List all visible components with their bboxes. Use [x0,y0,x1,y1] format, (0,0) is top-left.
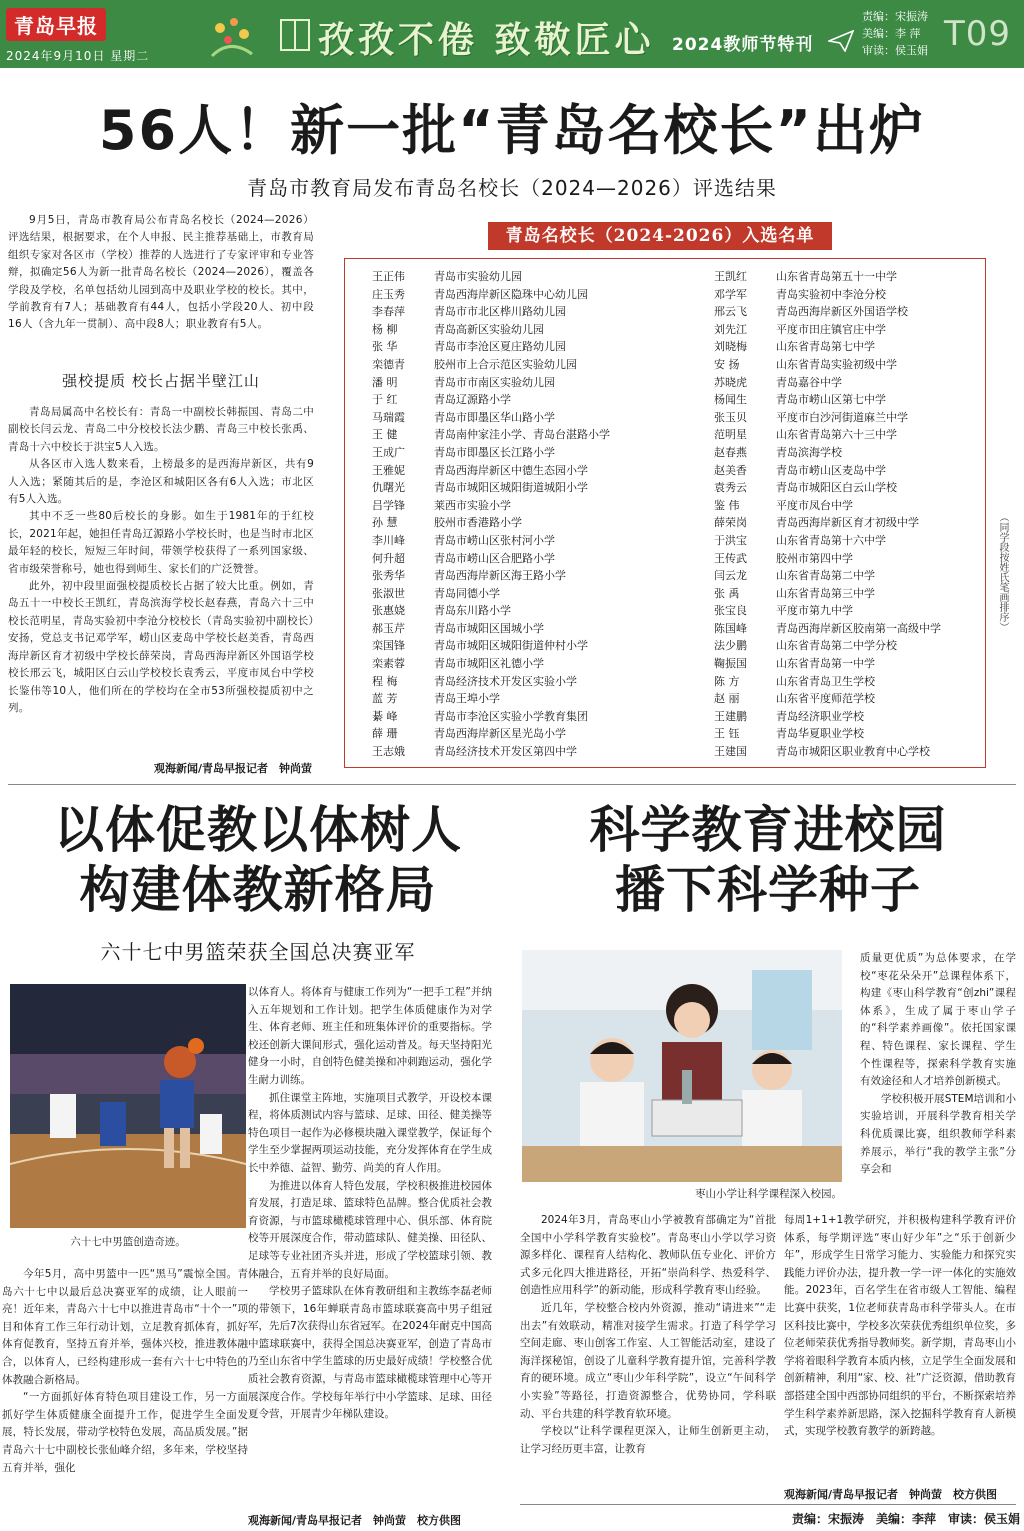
school-name: 胶州市上合示范区实验幼儿园 [434,357,577,371]
list-row [372,374,610,392]
principal-name: 杨闻生 [714,393,747,407]
masthead-editors [862,8,928,59]
list-row [714,585,941,603]
sports-body-col1 [2,1266,248,1477]
school-name: 青岛市即墨区华山路小学 [434,410,555,424]
paragraph: 以体育人。将体育与健康工作列为“一把手工程”并纳入五年规划和工作计划。把学生体质健康作为对学生、体育老师、班主任和班集体评价的重要指标。学校还创新大课间形式，强化运动普及。每天坚持阳光健身一小时，自创特色健美操和冲刺跑运动，强化学生耐力训练。 [248,986,492,1086]
principal-name: 李川峰 [372,533,405,547]
principal-name: 王建国 [714,745,747,759]
school-name: 青岛西海岸新区育才初级中学 [776,516,919,530]
list-row [372,743,610,761]
list-row [372,497,610,515]
list-row [372,321,610,339]
principal-name: 吕学锋 [372,498,405,512]
principal-name: 李春萍 [372,305,405,319]
principal-name: 郝玉芹 [372,621,405,635]
list-row [714,690,941,708]
list-row [714,426,941,444]
school-name: 山东省青岛第二中学分校 [776,639,897,653]
list-row [714,356,941,374]
school-name: 山东省青岛卫生学校 [776,674,875,688]
school-name: 青岛市城阳区白云山学校 [776,481,897,495]
page-number: T09 [944,14,1012,54]
list-row [714,303,941,321]
school-name: 青岛市即墨区长江路小学 [434,445,555,459]
paragraph: 为推进以体育人特色发展，学校积极推进校园体育发展，打造足球、篮球特色品牌。整合优质社会教育资源，与市篮球橄榄球管理中心、俱乐部、体育院校等开展深度合作，带动篮球队、健美操、田径队、足球等专业社团齐头并进，形成了学校篮球引领、教体融合，五育并举的良好局面。 [248,1179,492,1280]
school-name: 青岛西海岸新区中德生态园小学 [434,463,588,477]
school-name: 青岛经济技术开发区实验小学 [434,674,577,688]
principal-name: 杨 柳 [372,322,398,336]
list-row [714,550,941,568]
lead-intro: 9月5日，青岛市教育局公布青岛名校长（2024—2026）评选结果，根据要求，在个人申报、民主推荐基础上，市教育局组织专家对各区市（学校）推荐的人选进行了专家评审和专业答辩，拟确定56人为新一批青岛名校长（2024—2026），覆盖各学段及学校，名单包括幼儿园到高中及职业学校的校长。其中，学前教育有7人；基础教育有44人，包括小学段20人、初中段16人（含九年一贯制）、高中段8人；职业教育有5人。 [8,214,314,331]
footer-editors: 责编：宋振涛 美编：李萍 审读：侯玉娟 [791,1512,1020,1526]
list-row [714,708,941,726]
list-row [714,532,941,550]
school-name: 青岛嘉谷中学 [776,375,842,389]
sports-byline: 观海新闻/青岛早报记者 钟尚萤 校方供图 [248,1514,462,1527]
list-row [714,391,941,409]
school-name: 青岛市崂山区麦岛中学 [776,463,886,477]
principal-name: 赵美香 [714,463,747,477]
principal-name: 王 健 [372,428,398,442]
principal-name: 袁秀云 [714,481,747,495]
book-icon [278,14,312,54]
school-name: 山东省平度师范学校 [776,692,875,706]
school-name: 青岛经济技术开发区第四中学 [434,745,577,759]
school-name: 青岛西海岸新区星光岛小学 [434,727,566,741]
school-name: 青岛西海岸新区隐珠中心幼儿园 [434,287,588,301]
school-name: 山东省青岛第七中学 [776,340,875,354]
school-name: 青岛西海岸新区海王路小学 [434,569,566,583]
paragraph: 2024年3月，青岛枣山小学被教育部确定为“首批全国中小学科学教育实验校”。青岛枣山小学以学习资源多样化、课程育人结构化、教师队伍专业化、评价方式多元化四大推进路径，开拓“崇尚科学、热爱科学、创造性应用科学”的新动能，形成科学教育枣山经验。 [520,1214,776,1297]
list-row [714,620,941,638]
sports-body-col2 [248,984,492,1424]
special-slogan: 孜孜不倦 致敬匠心 [318,19,655,61]
school-name: 青岛市城阳区城阳街道仲村小学 [434,639,588,653]
list-row [372,602,610,620]
list-row [714,514,941,532]
paragraph: 青岛局属高中名校长有：青岛一中副校长韩振国、青岛二中副校长闫云龙、青岛二中分校校长法少鹏、青岛三中校长张禹、青岛十六中校长于洪宝5人入选。 [8,406,314,453]
science-headline-line: 科学教育进校园 [589,801,947,859]
principal-name: 法少鹏 [714,639,747,653]
school-name: 青岛市实验幼儿园 [434,270,522,283]
list-row [372,673,610,691]
list-row [372,462,610,480]
school-name: 青岛市城阳区城阳街道城阳小学 [434,481,588,495]
list-row [372,690,610,708]
principal-list-title: 青岛名校长（2024-2026）入选名单 [488,222,832,250]
list-row [372,708,610,726]
principal-name: 安 扬 [714,357,740,371]
sports-subheadline: 六十七中男篮荣获全国总决赛亚军 [100,940,416,964]
school-name: 平度市白沙河街道麻兰中学 [776,410,908,424]
list-row [714,462,941,480]
science-photo-caption: 枣山小学让科学课程深入校园。 [695,1188,842,1200]
principal-list-left [372,268,610,761]
principal-name: 栾德青 [372,357,405,371]
principal-name: 苏晓虎 [714,375,747,389]
list-row [714,637,941,655]
basketball-photo [10,984,246,1228]
paragraph: 今年5月，高中男篮中一匹“黑马”震惊全国。青岛六十七中以最后总决赛亚军的成绩，让人眼前一亮！近年来，青岛六十七中以推进青岛市“十个一”项目和体育工作三年行动计划，立足教育抓体育，抓好体育促教育，坚持五育并举，强体兴校，推进教体融合，以体育人，已经构建形成一套有六十七中特色的体教融合新格局。 [2,1268,248,1386]
principal-name: 赵春燕 [714,445,747,459]
list-row [714,286,941,304]
school-name: 平度市田庄镇官庄中学 [776,322,886,336]
principal-name: 陈国峰 [714,621,747,635]
principal-name: 王正伟 [372,270,405,283]
paragraph: 每周1+1+1教学研究，并积极构建科学教育评价体系，每学期评选“枣山好少年”之“乐于创新少年”，形成学生日常学习能力、实验能力和探究实践能力评价办法，提升教一学一评一体化的实施效能。2023年，百名学生在省市级人工智能、编程比赛中获奖，1位老师获青岛市科学带头人。在市区科技比赛中，学校多次荣获优秀组织单位奖，多位老师荣获优秀指导教师奖。新学期，青岛枣山小学将着眼科学教育本质内核，立足学生全面发展和创新精神，利用“家、校、社”广泛资源，借助教育部搭建全国中西部协同组织的平台，不断探索培养学生科学素养新思路，深入挖掘科学教育育人新模式，实现学校教育教学的新跨越。 [784,1214,1016,1438]
principal-name: 刘晓梅 [714,340,747,354]
science-body-col2 [784,1212,1016,1441]
school-name: 山东省青岛第一中学 [776,657,875,671]
paragraph: 其中不乏一些80后校长的身影。如生于1981年的于红校长，2021年起，她担任青岛辽源路小学校长时，也是当时市北区最年轻的校长，短短三年时间，带领学校获得了一系列国家级、省市级荣誉称号，她也得到师生、家长们的广泛赞誉。 [8,510,314,575]
main-headline: 56人！新一批“青岛名校长”出炉 [98,99,926,162]
science-body-col1 [520,1212,776,1458]
list-row [714,409,941,427]
principal-name: 庄玉秀 [372,287,405,301]
principal-name: 范明星 [714,428,747,442]
school-name: 青岛市崂山区合肥路小学 [434,551,555,565]
school-name: 青岛市崂山区第七中学 [776,393,886,407]
school-name: 山东省青岛第五十一中学 [776,270,897,283]
principal-name: 于 红 [372,393,398,407]
list-row [372,550,610,568]
principal-name: 栾素蓉 [372,657,405,671]
principal-name: 王建鹏 [714,709,747,723]
principal-name: 张秀华 [372,569,405,583]
school-name: 青岛滨海学校 [776,445,842,459]
paragraph: “一方面抓好体育特色项目建设工作，另一方面抓好学生体质健康全面提升工作，促进学生全面发展，特长发展，带动学校特色发展，高品质发展。”据青岛六十七中副校长张仙峰介绍，多年来，学校坚持五育并举，强化 [2,1391,248,1474]
list-row [372,391,610,409]
school-name: 青岛市城阳区职业教育中心学校 [776,745,930,759]
school-name: 青岛实验初中李沧分校 [776,287,886,301]
school-name: 山东省青岛实验初级中学 [776,357,897,371]
flower-decoration-icon [200,8,264,60]
science-body-right [860,950,1016,1179]
paragraph: 学校积极开展STEM培训和小实验培训，开展科学教育相关学科优质课比赛，组织教师学科素养展示，举行“我的教学主张”分享会和 [860,1092,1016,1176]
school-name: 青岛高新区实验幼儿园 [434,322,544,336]
principal-name: 王传武 [714,551,747,565]
main-subheadline: 青岛市教育局发布青岛名校长（2024—2026）评选结果 [247,176,777,200]
school-name: 青岛王埠小学 [434,692,500,706]
principal-name: 蓝 芳 [372,692,398,706]
principal-name: 闫云龙 [714,569,747,583]
paragraph: 学校男子篮球队在体育教研组和主教练李磊老师的带领下，16年蝉联青岛市篮球联赛高中男子组冠军，先后7次获得山东省冠军。在2024年耐克中国高中篮球联赛中，获得全国总决赛亚军，创造了青岛市乃至山东省中学生篮球的历史最好成绩！学校整合优质社会教育资源，与青岛市篮球橄榄球管理中心等开展深度合作。学校每年举行中小学篮球、足球、田径夏令营，开展青少年梯队建设。 [248,1285,492,1421]
list-row [714,725,941,743]
lead-subhead: 强校提质 校长占据半壁江山 [62,372,260,390]
list-row [372,268,610,286]
list-row [714,602,941,620]
sports-headline-line: 构建体教新格局 [79,861,437,919]
list-row [714,338,941,356]
list-row [372,567,610,585]
list-sort-note: （同学段按姓氏笔画排序） [997,512,1008,632]
school-name: 胶州市第四中学 [776,551,853,565]
paper-plane-icon [828,30,854,52]
list-row [714,268,941,286]
masthead [0,0,1024,68]
issue-date: 2024年9月10日 星期二 [6,49,150,63]
principal-name: 綦 峰 [372,709,398,723]
principal-name: 王凯红 [714,270,747,283]
principal-name: 薛荣岗 [714,516,747,530]
school-name: 青岛辽源路小学 [434,393,511,407]
principal-name: 王 钰 [714,727,740,741]
science-byline: 观海新闻/青岛早报记者 钟尚萤 校方供图 [784,1488,998,1501]
principal-name: 张淑世 [372,586,405,600]
principal-name: 张宝良 [714,604,747,618]
list-row [372,585,610,603]
list-row [372,620,610,638]
school-name: 青岛市李沧区实验小学教育集团 [434,709,588,723]
principal-name: 陈 方 [714,674,740,688]
principal-name: 于洪宝 [714,533,747,547]
principal-name: 孙 慧 [372,516,398,530]
list-row [372,286,610,304]
school-name: 青岛南仲家洼小学、青岛台湛路小学 [434,428,610,442]
list-row [372,532,610,550]
list-row [714,321,941,339]
school-name: 青岛市市北区桦川路幼儿园 [434,305,566,319]
paragraph: 近几年，学校整合校内外资源，推动“请进来”“走出去”有效联动，精准对接学生需求。打造了科学学习空间走廊、枣山创客工作室、人工智能活动室，建设了海洋探秘馆，创设了儿童科学教育提升馆，完善科学教育的硬环境。成立“枣山少年科学院”，设立“午间科学小实验”等路径，打造资源整合，优势协同，学科联动、平台共建的科学教育软环境。 [520,1301,776,1420]
principal-name: 薛 珊 [372,727,398,741]
list-row [714,567,941,585]
school-name: 青岛华夏职业学校 [776,727,864,741]
principal-name: 马瑞霞 [372,410,405,424]
editor-line: 审读：侯玉娟 [862,44,928,57]
principal-name: 鉴 伟 [714,498,740,512]
list-row [714,374,941,392]
principal-name: 张玉贝 [714,410,747,424]
list-row [372,338,610,356]
principal-name: 王雅妮 [372,463,405,477]
special-issue-label: 2024教师节特刊 [672,35,814,55]
school-name: 山东省青岛第二中学 [776,569,875,583]
section-divider [8,784,1016,785]
paragraph: 此外，初中段里面强校提质校长占据了较大比重。例如，青岛五十一中校长王凯红，青岛滨海学校长赵春燕，青岛六十三中校长范明星，青岛实验初中李沧分校校长（青岛实验初中副校长）安扬，党总支书记邓学军，崂山区麦岛中学校长赵美香，青岛西海岸新区育才初级中学校长薛荣岗，青岛西海岸新区外国语学校校长邢云飞，城阳区白云山学校校长袁秀云，平度市凤台中学校长鉴伟等10人，他们所在的学校均在全市53所强校提质初中之列。 [8,580,314,714]
principal-name: 邓学军 [714,287,747,301]
paragraph: 抓住课堂主阵地，实施项目式教学，开设校本课程，将体质测试内容与篮球、足球、田径、健美操等特色项目一起作为必修模块融入课堂教学，保证每个学生至少掌握两项运动技能，充分发挥体育在学生成长中养德、益智、勤劳、尚美的育人作用。 [248,1091,492,1174]
list-row [372,725,610,743]
list-row [372,303,610,321]
school-name: 山东省青岛第三中学 [776,586,875,600]
paragraph: 质量更优质”为总体要求，在学校“枣花朵朵开”总课程体系下，构建《枣山科学教育“创zhi”课程体系》，生成了属于枣山学子的“科学素养画像”。依托国家课程、特色课程、家长课程、学生个性课程等，探索科学教育实施有效途径和人才培养创新模式。 [860,952,1016,1088]
school-name: 青岛经济职业学校 [776,709,864,723]
principal-name: 张惠娆 [372,604,405,618]
paragraph: 从各区市入选人数来看，上榜最多的是西海岸新区，共有9人入选；紧随其后的是，李沧区和城阳区各有6人入选；市北区有5人入选。 [8,458,314,506]
list-row [372,409,610,427]
science-headline-line: 播下科学种子 [615,861,921,919]
principal-name: 赵 丽 [714,692,740,706]
school-name: 山东省青岛第六十三中学 [776,428,897,442]
masthead-left [6,8,149,64]
principal-list-right [714,268,941,761]
paper-name-logo: 青岛早报 [6,8,106,41]
science-class-photo [522,950,842,1182]
list-row [714,497,941,515]
list-row [372,426,610,444]
school-name: 莱西市实验小学 [434,498,511,512]
list-row [714,655,941,673]
principal-name: 仇曙光 [372,481,405,495]
list-row [372,356,610,374]
list-row [714,743,941,761]
sports-headline [8,800,508,920]
principal-name: 程 梅 [372,674,398,688]
principal-name: 栾国锋 [372,639,405,653]
school-name: 青岛市城阳区礼德小学 [434,657,544,671]
school-name: 胶州市香港路小学 [434,516,522,530]
sports-photo-caption: 六十七中男篮创造奇迹。 [70,1236,186,1248]
principal-name: 张 禹 [714,586,740,600]
principal-name: 鞠振国 [714,657,747,671]
editor-line: 责编：宋振涛 [862,10,928,23]
school-name: 青岛市市南区实验幼儿园 [434,375,555,389]
list-row [372,479,610,497]
principal-name: 何升超 [372,551,405,565]
editor-line: 美编：李 萍 [862,27,921,40]
science-headline [520,800,1016,920]
list-row [372,444,610,462]
list-row [714,479,941,497]
school-name: 青岛同德小学 [434,586,500,600]
school-name: 青岛西海岸新区外国语学校 [776,305,908,319]
list-row [372,637,610,655]
school-name: 平度市第九中学 [776,604,853,618]
list-row [714,673,941,691]
school-name: 青岛市崂山区张村河小学 [434,533,555,547]
school-name: 青岛市城阳区国城小学 [434,621,544,635]
school-name: 山东省青岛第十六中学 [776,533,886,547]
school-name: 青岛市李沧区夏庄路幼儿园 [434,340,566,354]
sports-headline-line: 以体促教以体树人 [54,801,462,859]
list-row [372,655,610,673]
footer-divider [520,1504,1016,1505]
paragraph: 学校以“让科学课程更深入，让师生创新更主动，让学习经历更丰富，让教育 [520,1425,776,1455]
school-name: 青岛西海岸新区胶南第一高级中学 [776,621,941,635]
school-name: 青岛东川路小学 [434,604,511,618]
lead-byline: 观海新闻/青岛早报记者 钟尚萤 [153,762,312,775]
principal-name: 邢云飞 [714,305,747,319]
list-row [372,514,610,532]
lead-body [8,404,314,717]
principal-name: 王成广 [372,445,405,459]
school-name: 平度市凤台中学 [776,498,853,512]
list-row [714,444,941,462]
principal-name: 潘 明 [372,375,398,389]
principal-name: 刘先江 [714,322,747,336]
principal-name: 王志娥 [372,745,405,759]
principal-name: 张 华 [372,340,398,354]
